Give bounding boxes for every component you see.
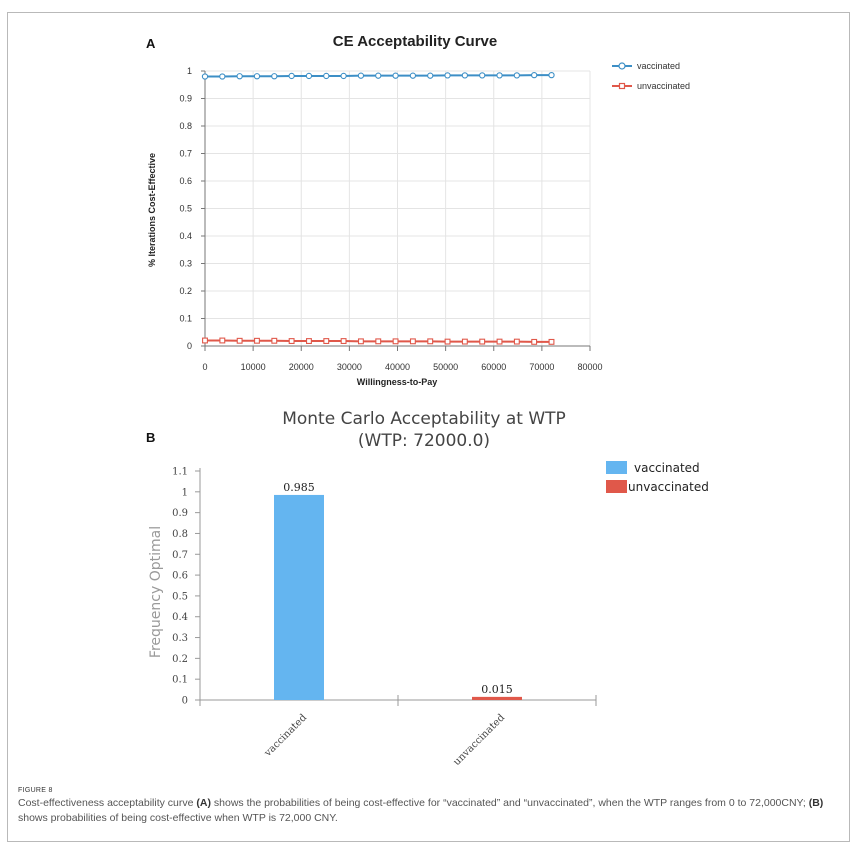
point-vaccinated — [376, 73, 381, 78]
y-tick-label: 0.7 — [179, 148, 192, 159]
point-vaccinated — [410, 73, 415, 78]
legend-label-unvaccinated: unvaccinated — [637, 81, 691, 91]
panel-a-y-ticks — [179, 66, 205, 351]
point-unvaccinated — [272, 338, 277, 343]
point-vaccinated — [272, 74, 277, 79]
bar-unvaccinated — [472, 697, 522, 700]
point-vaccinated — [202, 74, 207, 79]
x-tick-label: 60000 — [481, 362, 507, 372]
y-tick-label: 0 — [181, 695, 188, 707]
y-tick-label: 0.6 — [172, 570, 188, 582]
point-vaccinated — [341, 73, 346, 78]
point-unvaccinated — [428, 339, 433, 344]
legend-marker-vaccinated — [619, 63, 625, 69]
point-unvaccinated — [324, 339, 329, 344]
figure-caption — [18, 787, 838, 826]
point-unvaccinated — [411, 339, 416, 344]
point-unvaccinated — [462, 339, 467, 344]
point-vaccinated — [480, 73, 485, 78]
point-unvaccinated — [514, 339, 519, 344]
x-tick-label: 40000 — [384, 362, 411, 372]
y-tick-label: 0.5 — [172, 591, 188, 603]
point-vaccinated — [428, 73, 433, 78]
x-tick-label: 30000 — [336, 362, 362, 372]
y-tick-label: 0.7 — [172, 549, 188, 561]
point-unvaccinated — [359, 339, 364, 344]
point-vaccinated — [358, 73, 363, 78]
category-label-unvaccinated: unvaccinated — [451, 712, 508, 768]
point-unvaccinated — [307, 339, 312, 344]
panel-a-x-axis-label: Willingness-to-Pay — [356, 377, 438, 387]
point-vaccinated — [549, 73, 554, 78]
y-tick-label: 1 — [186, 66, 192, 76]
y-tick-label: 0 — [186, 341, 192, 351]
panel-b-chart — [146, 409, 709, 768]
point-vaccinated — [393, 73, 398, 78]
y-tick-label: 0.1 — [179, 313, 192, 324]
panel-a-grid — [205, 71, 590, 346]
y-tick-label: 0.4 — [172, 612, 188, 624]
point-unvaccinated — [497, 339, 502, 344]
point-unvaccinated — [289, 339, 294, 344]
point-unvaccinated — [393, 339, 398, 344]
x-tick-label: 10000 — [240, 362, 266, 372]
point-vaccinated — [289, 73, 294, 78]
x-tick-label: 0 — [202, 362, 208, 372]
point-unvaccinated — [255, 338, 260, 343]
figure-label: FIGURE 8 — [18, 787, 53, 794]
point-unvaccinated — [445, 339, 450, 344]
point-vaccinated — [324, 73, 329, 78]
panel-b-subtitle: (WTP: 72000.0) — [357, 431, 491, 451]
point-vaccinated — [220, 74, 225, 79]
y-tick-label: 1 — [181, 487, 188, 499]
point-unvaccinated — [376, 339, 381, 344]
x-tick-label: 20000 — [288, 362, 314, 372]
caption-part-3: shows probabilities of being cost-effective when WTP is 72,000 CNY. — [18, 812, 338, 824]
caption-ref-b: (B) — [808, 797, 824, 809]
panel-a-title: CE Acceptability Curve — [332, 33, 498, 50]
y-tick-label: 0.6 — [179, 176, 192, 186]
point-unvaccinated — [220, 338, 225, 343]
y-tick-label: 0.9 — [172, 508, 188, 520]
point-unvaccinated — [480, 339, 485, 344]
x-tick-label: 80000 — [577, 362, 603, 372]
y-tick-label: 0.1 — [172, 674, 188, 686]
x-tick-label: 70000 — [529, 362, 555, 372]
point-vaccinated — [497, 73, 502, 78]
panel-a-legend — [612, 61, 690, 91]
point-vaccinated — [514, 73, 519, 78]
data-label-vaccinated: 0.985 — [283, 480, 315, 494]
panel-b-y-ticks — [172, 467, 200, 707]
y-tick-label: 0.4 — [179, 231, 192, 241]
point-unvaccinated — [549, 339, 554, 344]
panel-b-y-axis-label: Frequency Optimal — [148, 525, 164, 659]
y-tick-label: 0.8 — [179, 121, 192, 131]
panel-b-axes — [200, 468, 596, 706]
y-tick-label: 0.2 — [172, 653, 188, 665]
caption-part-1: Cost-effectiveness acceptability curve — [18, 797, 197, 809]
y-tick-label: 0.8 — [172, 528, 188, 540]
y-tick-label: 0.2 — [179, 286, 192, 296]
point-vaccinated — [532, 73, 537, 78]
caption-part-2: shows the probabilities of being cost-effective for “vaccinated” and “unvaccinated”, when the WTP ranges from 0 to 72,000CNY; — [210, 797, 809, 809]
point-unvaccinated — [203, 338, 208, 343]
y-tick-label: 1.1 — [172, 466, 188, 478]
figure-caption-text — [18, 796, 838, 826]
panel-b-title: Monte Carlo Acceptability at WTP — [282, 409, 566, 429]
caption-ref-a: (A) — [196, 797, 211, 809]
panel-b-legend — [606, 461, 709, 494]
y-tick-label: 0.9 — [179, 93, 192, 104]
panel-b-bars — [262, 481, 522, 768]
point-unvaccinated — [341, 339, 346, 344]
category-label-vaccinated: vaccinated — [262, 712, 310, 759]
panel-a-chart — [146, 33, 690, 387]
point-unvaccinated — [532, 339, 537, 344]
x-tick-label: 50000 — [433, 362, 459, 372]
data-label-unvaccinated: 0.015 — [481, 682, 513, 696]
panel-a-letter: A — [146, 36, 156, 51]
point-vaccinated — [237, 74, 242, 79]
panel-a-y-axis-label: % Iterations Cost-Effective — [147, 152, 157, 268]
panel-b-letter: B — [146, 430, 156, 445]
legend-swatch-unvaccinated — [606, 480, 627, 493]
legend-label-vaccinated: vaccinated — [634, 461, 700, 475]
point-unvaccinated — [237, 338, 242, 343]
point-vaccinated — [254, 74, 259, 79]
legend-label-unvaccinated: unvaccinated — [628, 480, 709, 494]
bar-vaccinated — [274, 495, 324, 700]
point-vaccinated — [445, 73, 450, 78]
legend-label-vaccinated: vaccinated — [637, 61, 681, 71]
y-tick-label: 0.3 — [179, 258, 192, 269]
y-tick-label: 0.3 — [172, 633, 188, 645]
y-tick-label: 0.5 — [179, 203, 192, 214]
panel-a-x-ticks — [202, 346, 602, 372]
legend-marker-unvaccinated — [620, 84, 625, 89]
point-vaccinated — [462, 73, 467, 78]
point-vaccinated — [306, 73, 311, 78]
legend-swatch-vaccinated — [606, 461, 627, 474]
